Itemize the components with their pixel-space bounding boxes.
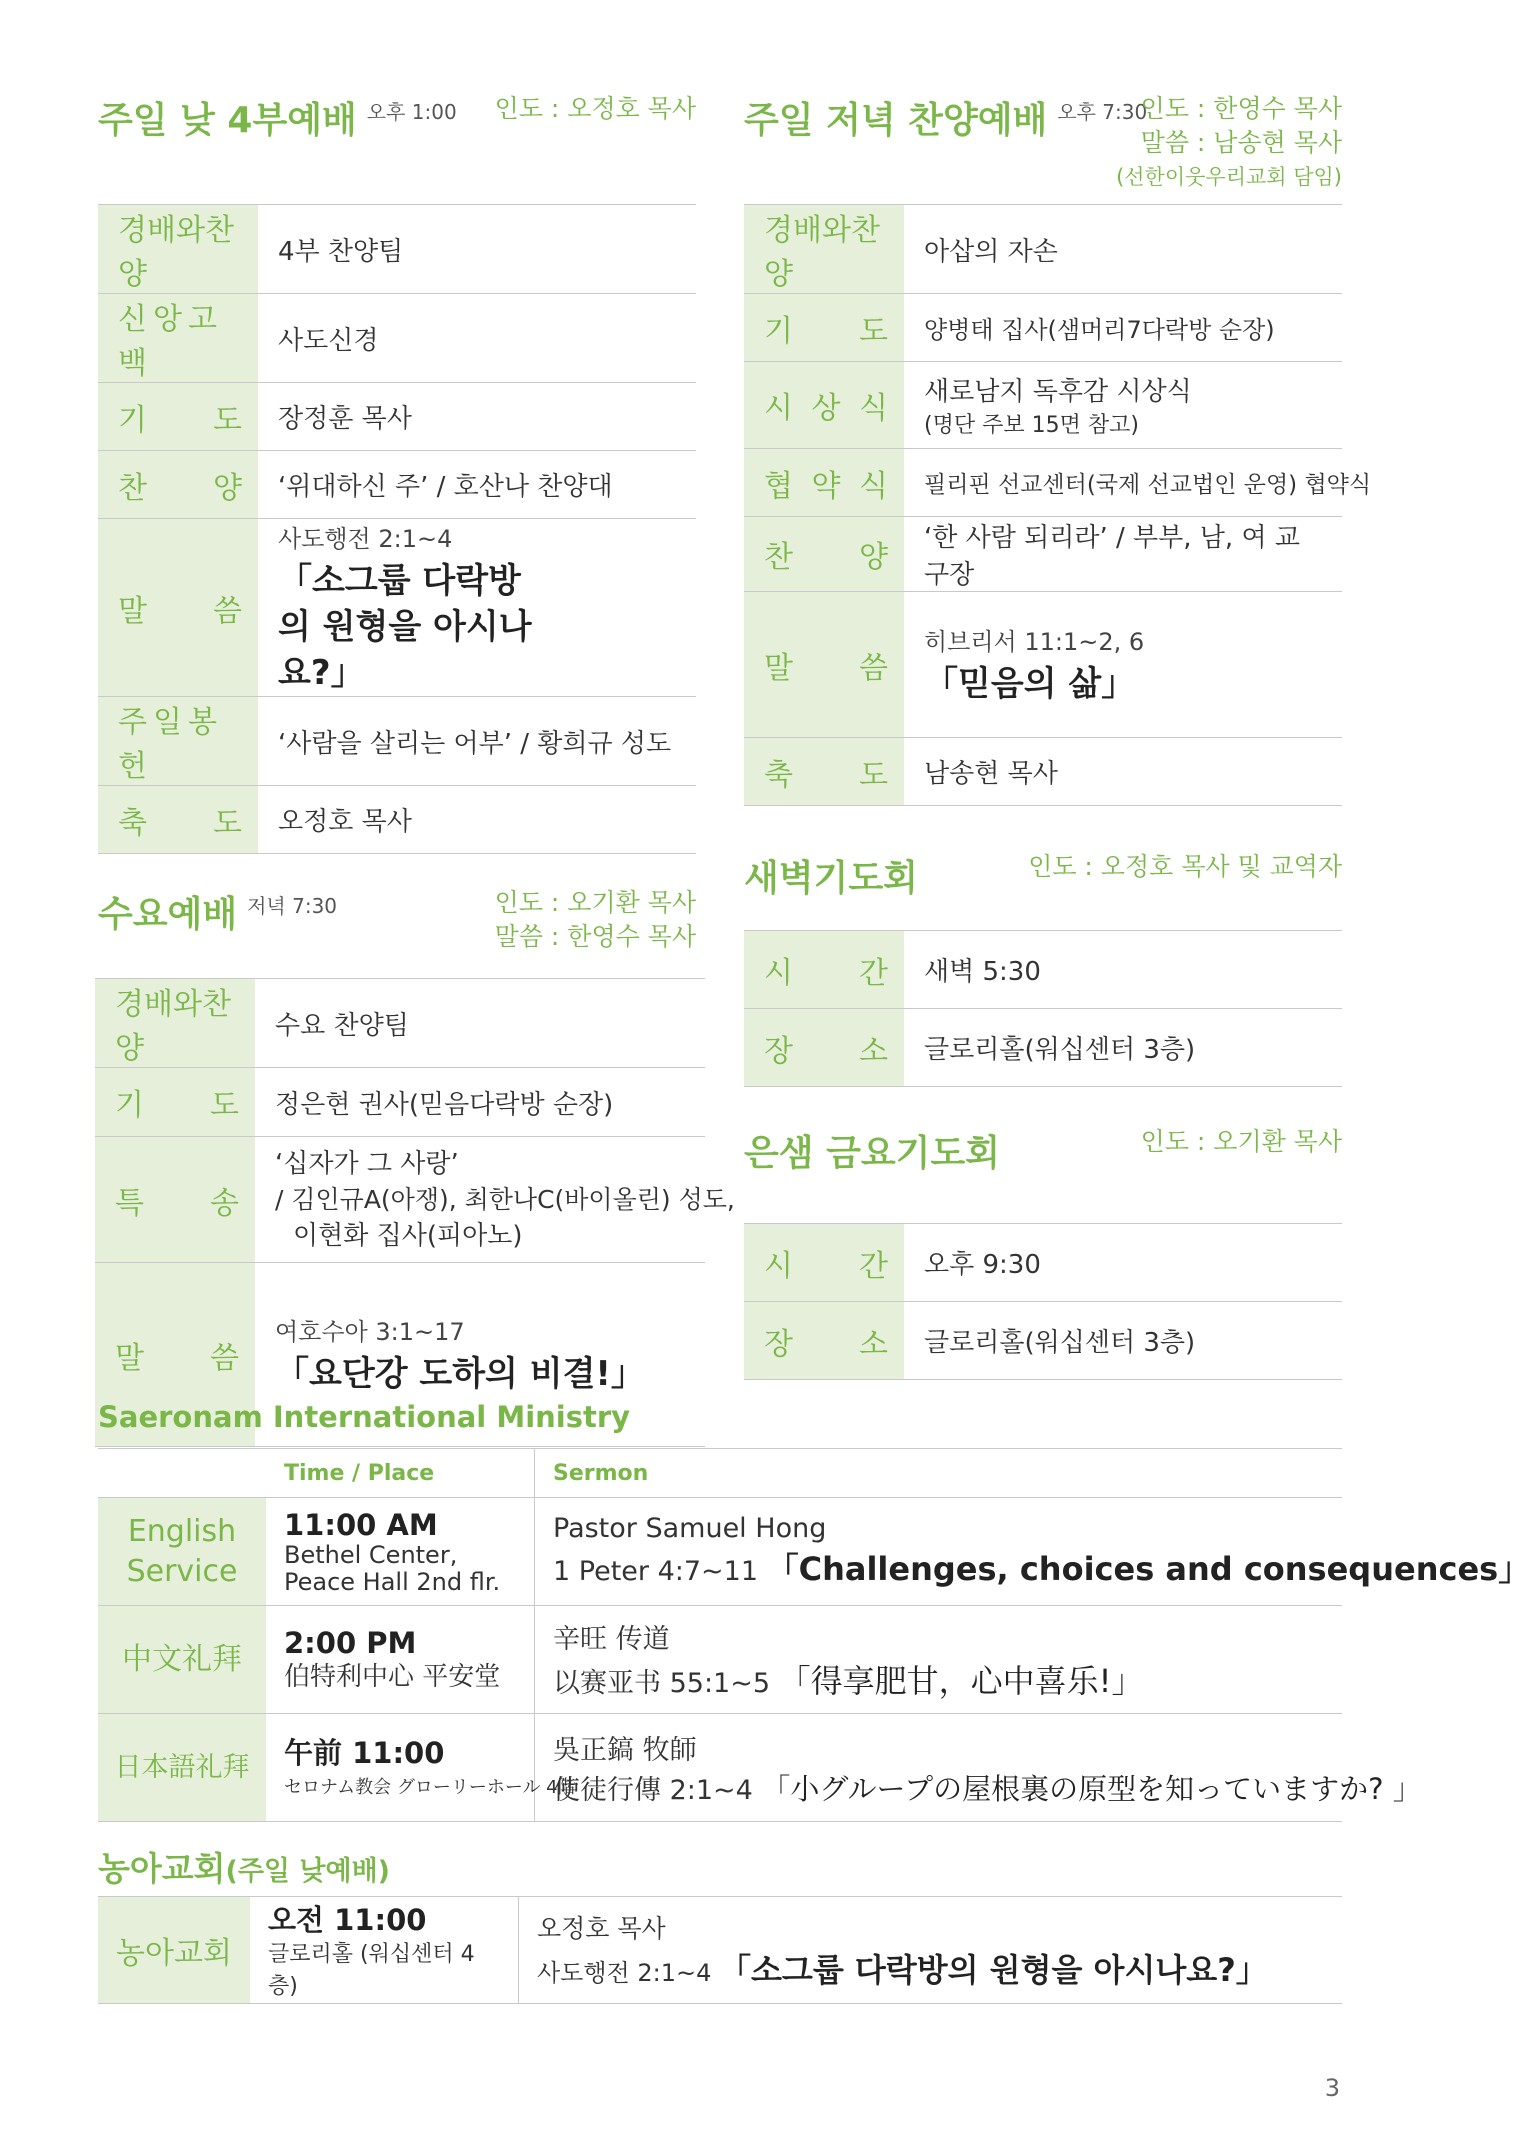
table-row xyxy=(98,451,696,519)
row-label: 주일봉헌 xyxy=(98,697,258,786)
table-row xyxy=(744,294,1342,362)
table-row xyxy=(98,519,696,697)
header-blank xyxy=(98,1449,266,1498)
row-label: English Service xyxy=(98,1498,266,1606)
dawn-header xyxy=(744,850,1342,930)
international-title: Saeronam International Ministry xyxy=(98,1400,631,1434)
table-row xyxy=(744,517,1342,592)
special-line: / 김인규A(아쟁), 최한나C(바이올린) 성도, xyxy=(275,1184,735,1214)
row-label: 기 도 xyxy=(744,294,904,362)
row-label: 경배와찬양 xyxy=(744,205,904,294)
table-row xyxy=(98,1897,1342,2004)
wednesday-header xyxy=(98,886,696,978)
row-label: 장 소 xyxy=(744,1009,904,1087)
friday-header xyxy=(744,1125,1342,1223)
friday-title: 은샘 금요기도회 xyxy=(744,1133,1000,1174)
sermon-cell xyxy=(535,1606,1343,1714)
wednesday-time: 저녁 7:30 xyxy=(247,894,338,918)
sermon-cell xyxy=(519,1897,1343,2004)
row-label: 기 도 xyxy=(98,383,258,451)
service-time: 午前 11:00 xyxy=(284,1736,445,1770)
table-row xyxy=(98,294,696,383)
evening-time: 오후 7:30 xyxy=(1057,100,1148,124)
table-row xyxy=(744,592,1342,738)
left-column xyxy=(98,92,735,1447)
row-label: 축 도 xyxy=(744,738,904,806)
row-value: 필리핀 선교센터(국제 선교법인 운영) 협약식 xyxy=(904,449,1342,517)
time-place-cell xyxy=(250,1897,519,2004)
row-label: 축 도 xyxy=(98,786,258,854)
table-row xyxy=(744,449,1342,517)
sermon-ref: 히브리서 11:1~2, 6 xyxy=(924,628,1145,656)
evening-header xyxy=(744,92,1342,204)
table-row xyxy=(98,1498,1342,1606)
preacher: 辛旺 传道 xyxy=(553,1624,670,1655)
sermon-line: 사도행전 2:1~4 「소그룹 다락방의 원형을 아시나요?」 xyxy=(537,1951,1268,1989)
table-row xyxy=(744,205,1342,294)
sermon-cell xyxy=(535,1714,1422,1822)
wednesday-table xyxy=(95,978,735,1447)
service-time: 2:00 PM xyxy=(284,1625,417,1660)
preacher: Pastor Samuel Hong xyxy=(553,1513,827,1544)
row-label: 찬 양 xyxy=(98,451,258,519)
row-value: 4부 찬양팀 xyxy=(258,205,696,294)
sunday4-table xyxy=(98,204,696,854)
dawn-lead: 인도 : 오정호 목사 및 교역자 xyxy=(1028,852,1342,881)
dawn-table xyxy=(744,930,1342,1087)
row-value: ‘위대하신 주’ / 호산나 찬양대 xyxy=(258,451,696,519)
sunday4-title: 주일 낮 4부예배 $^{오후 1:00}$ xyxy=(98,100,457,141)
sermon-line: 1 Peter 4:7~11 「Challenges, choices and consequences」 xyxy=(553,1550,1530,1588)
table-row xyxy=(744,1302,1342,1380)
special-line: 이현화 집사(피아노) xyxy=(293,1220,523,1251)
row-label: 경배와찬양 xyxy=(95,979,255,1068)
table-header-row xyxy=(98,1449,1342,1498)
service-place: 글로리홀 (워십센터 4층) xyxy=(268,1941,475,1999)
service-place: 伯特利中心 平安堂 xyxy=(284,1661,501,1692)
table-row xyxy=(95,1137,705,1263)
row-label: 협 약 식 xyxy=(744,449,904,517)
sermon-cell xyxy=(535,1498,1530,1606)
sermon-title: 「소그룹 다락방의 원형을 아시나요?」 xyxy=(278,561,532,693)
service-time: 11:00 AM xyxy=(284,1507,438,1542)
preacher: 吳正鎬 牧師 xyxy=(553,1734,697,1766)
service-place: Bethel Center, xyxy=(284,1540,458,1569)
row-value: 사도신경 xyxy=(258,294,696,383)
row-label: 中文礼拜 xyxy=(98,1606,266,1714)
row-value: 오후 9:30 xyxy=(904,1224,1342,1302)
table-row xyxy=(98,205,696,294)
row-label: 시 간 xyxy=(744,1224,904,1302)
nonga-table xyxy=(98,1896,1342,2004)
row-label: 말 씀 xyxy=(98,519,258,697)
sermon-line: 以赛亚书 55:1~5 「得享肥甘，心中喜乐!」 xyxy=(553,1662,1144,1700)
row-label: 경배와찬양 xyxy=(98,205,258,294)
sunday4-lead: 인도 : 오정호 목사 xyxy=(494,94,696,123)
row-label: 日本語礼拜 xyxy=(98,1714,266,1822)
row-value: 새벽 5:30 xyxy=(904,931,1342,1009)
row-label: 찬 양 xyxy=(744,517,904,592)
row-value: 양병태 집사(샘머리7다락방 순장) xyxy=(904,294,1342,362)
evening-title: 주일 저녁 찬양예배 $^{오후 7:30}$ xyxy=(744,100,1148,141)
service-time: 오전 11:00 xyxy=(268,1902,427,1937)
sermon-cell xyxy=(904,592,1342,738)
wednesday-title: 수요예배 $^{저녁 7:30}$ xyxy=(98,894,338,935)
table-row xyxy=(744,931,1342,1009)
table-row xyxy=(98,697,696,786)
row-value: 새로남지 독후감 시상식 (명단 주보 15면 참고) xyxy=(904,362,1342,449)
sermon-cell xyxy=(258,519,696,697)
sermon-ref: 여호수아 3:1~17 xyxy=(275,1318,465,1346)
sunday4-header xyxy=(98,92,696,204)
row-label: 기 도 xyxy=(95,1068,255,1137)
sermon-ref: 사도행전 2:1~4 xyxy=(278,525,453,553)
row-label: 시 간 xyxy=(744,931,904,1009)
row-label: 신앙고백 xyxy=(98,294,258,383)
sermon-title: 「요단강 도하의 비결!」 xyxy=(275,1354,645,1394)
header-time-place: Time / Place xyxy=(266,1449,535,1498)
header-sermon: Sermon xyxy=(535,1449,1343,1498)
nonga-title: 농아교회(주일 낮예배) xyxy=(98,1849,391,1888)
right-column xyxy=(744,92,1372,1380)
table-row xyxy=(95,1068,705,1137)
row-value: ‘사람을 살리는 어부’ / 황희규 성도 xyxy=(258,697,696,786)
row-value: 정은현 권사(믿음다락방 순장) xyxy=(255,1068,705,1137)
row-label: 농아교회 xyxy=(98,1897,250,2004)
service-place: Peace Hall 2nd flr. xyxy=(284,1567,501,1596)
row-value: 장정훈 목사 xyxy=(258,383,696,451)
special-line: ‘십자가 그 사랑’ xyxy=(275,1148,459,1179)
row-value: 남송현 목사 xyxy=(904,738,1342,806)
time-place-cell xyxy=(266,1498,535,1606)
row-label: 말 씀 xyxy=(744,592,904,738)
table-row xyxy=(98,1714,1342,1822)
row-label: 말 씀 xyxy=(95,1263,255,1447)
table-row xyxy=(95,979,705,1068)
special-music-cell xyxy=(255,1137,735,1263)
row-label: 시 상 식 xyxy=(744,362,904,449)
table-row xyxy=(98,786,696,854)
table-row xyxy=(744,738,1342,806)
table-row xyxy=(744,362,1342,449)
row-value: 아삽의 자손 xyxy=(904,205,1342,294)
row-value: 글로리홀(워십센터 3층) xyxy=(904,1009,1342,1087)
dawn-title: 새벽기도회 xyxy=(744,858,918,899)
friday-table xyxy=(744,1223,1342,1380)
time-place-cell xyxy=(266,1714,576,1822)
wednesday-lead: 인도 : 오기환 목사 말씀 : 한영수 목사 xyxy=(494,888,696,951)
row-value: 글로리홀(워십센터 3층) xyxy=(904,1302,1342,1380)
table-row xyxy=(98,1606,1342,1714)
evening-table xyxy=(744,204,1372,806)
sermon-title: 「믿음의 삶」 xyxy=(924,664,1136,704)
row-label: 특 송 xyxy=(95,1137,255,1263)
evening-lead: 인도 : 한영수 목사 말씀 : 남송현 목사 (선한이웃우리교회 담임) xyxy=(1116,94,1342,189)
row-label: 장 소 xyxy=(744,1302,904,1380)
time-place-cell xyxy=(266,1606,535,1714)
table-row xyxy=(98,383,696,451)
international-table xyxy=(98,1448,1530,1822)
friday-lead: 인도 : 오기환 목사 xyxy=(1140,1127,1342,1156)
page-number: 3 xyxy=(1324,2074,1340,2102)
table-row xyxy=(744,1009,1342,1087)
preacher: 오정호 목사 xyxy=(537,1914,666,1943)
row-value: ‘한 사람 되리라’ / 부부, 남, 여 교구장 xyxy=(904,517,1342,592)
sunday4-time: 오후 1:00 xyxy=(366,100,457,124)
row-value: 오정호 목사 xyxy=(258,786,696,854)
sermon-line: 使徒行傳 2:1~4 「小グループの屋根裏の原型を知っていますか? 」 xyxy=(553,1771,1422,1806)
row-value: 수요 찬양팀 xyxy=(255,979,705,1068)
service-place: セロナム教会 グローリーホール 4階 xyxy=(284,1777,576,1798)
table-row xyxy=(744,1224,1342,1302)
